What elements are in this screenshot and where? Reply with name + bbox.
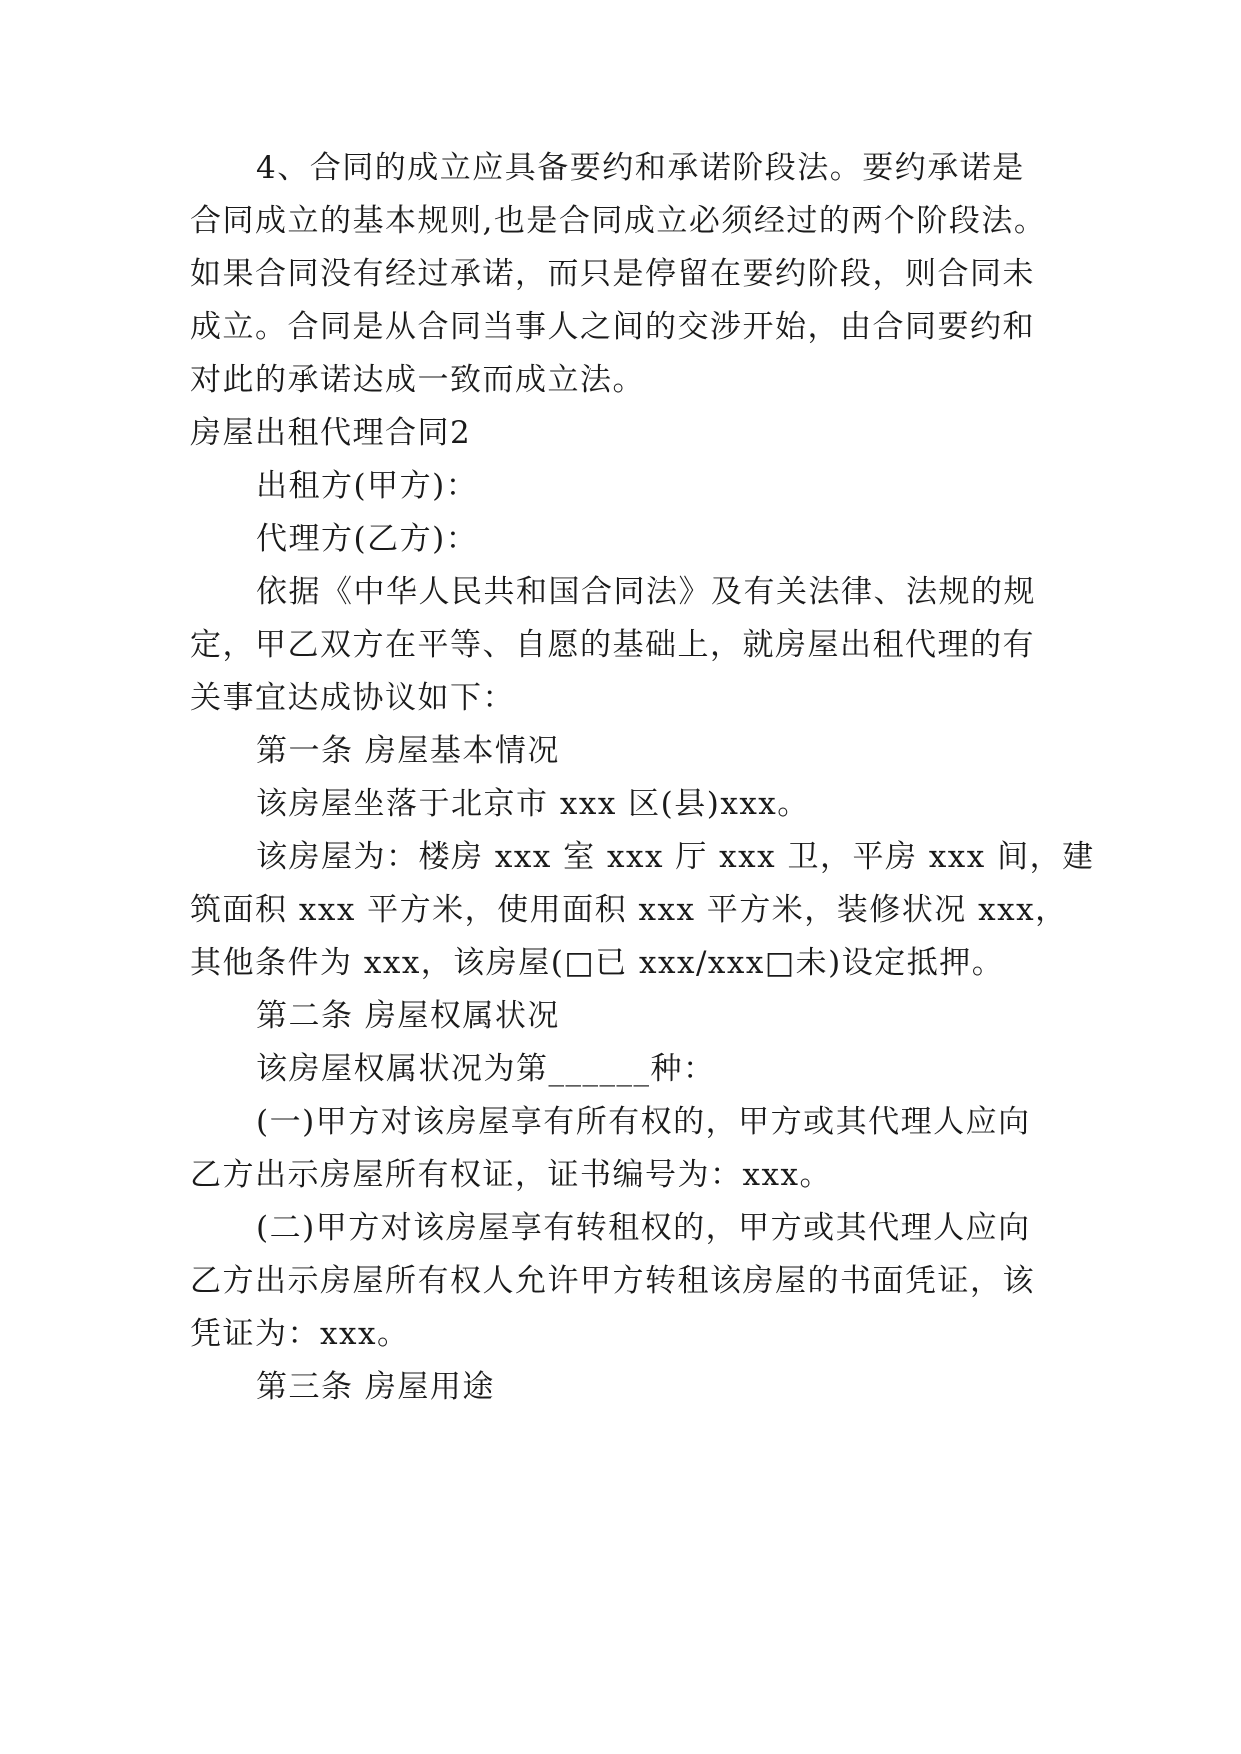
paragraph-line: 该房屋坐落于北京市 xxx 区(县)xxx。 <box>256 786 810 822</box>
paragraph-line: 成立。合同是从合同当事人之间的交涉开始，由合同要约和 <box>190 309 1035 345</box>
paragraph-line: 凭证为：xxx。 <box>190 1316 410 1352</box>
lessor-line: 出租方(甲方)： <box>256 468 479 504</box>
paragraph-line: (一)甲方对该房屋享有所有权的，甲方或其代理人应向 <box>256 1104 1031 1140</box>
agent-line: 代理方(乙方)： <box>256 521 479 557</box>
paragraph-line: 对此的承诺达成一致而成立法。 <box>190 362 645 398</box>
contract-title: 房屋出租代理合同2 <box>190 415 472 451</box>
paragraph-line: 关事宜达成协议如下： <box>190 680 515 716</box>
article-heading: 第三条 房屋用途 <box>256 1369 495 1405</box>
article-heading: 第二条 房屋权属状况 <box>256 998 560 1034</box>
paragraph-line: 合同成立的基本规则,也是合同成立必须经过的两个阶段法。 <box>190 203 1047 239</box>
paragraph-line: 该房屋权属状况为第______种： <box>256 1051 716 1087</box>
paragraph-line: (二)甲方对该房屋享有转租权的，甲方或其代理人应向 <box>256 1210 1031 1246</box>
article-heading: 第一条 房屋基本情况 <box>256 733 560 769</box>
paragraph-line: 如果合同没有经过承诺，而只是停留在要约阶段，则合同未 <box>190 256 1035 292</box>
paragraph-line: 其他条件为 xxx，该房屋(□已 xxx/xxx□未)设定抵押。 <box>190 945 1005 981</box>
paragraph-line: 4、合同的成立应具备要约和承诺阶段法。要约承诺是 <box>256 150 1025 186</box>
paragraph-line: 筑面积 xxx 平方米，使用面积 xxx 平方米，装修状况 xxx， <box>190 892 1068 928</box>
paragraph-line: 乙方出示房屋所有权人允许甲方转租该房屋的书面凭证，该 <box>190 1263 1035 1299</box>
paragraph-line: 定，甲乙双方在平等、自愿的基础上，就房屋出租代理的有 <box>190 627 1035 663</box>
paragraph-line: 该房屋为：楼房 xxx 室 xxx 厅 xxx 卫，平房 xxx 间，建 <box>256 839 1095 875</box>
paragraph-line: 依据《中华人民共和国合同法》及有关法律、法规的规 <box>256 574 1036 610</box>
paragraph-line: 乙方出示房屋所有权证，证书编号为：xxx。 <box>190 1157 832 1193</box>
